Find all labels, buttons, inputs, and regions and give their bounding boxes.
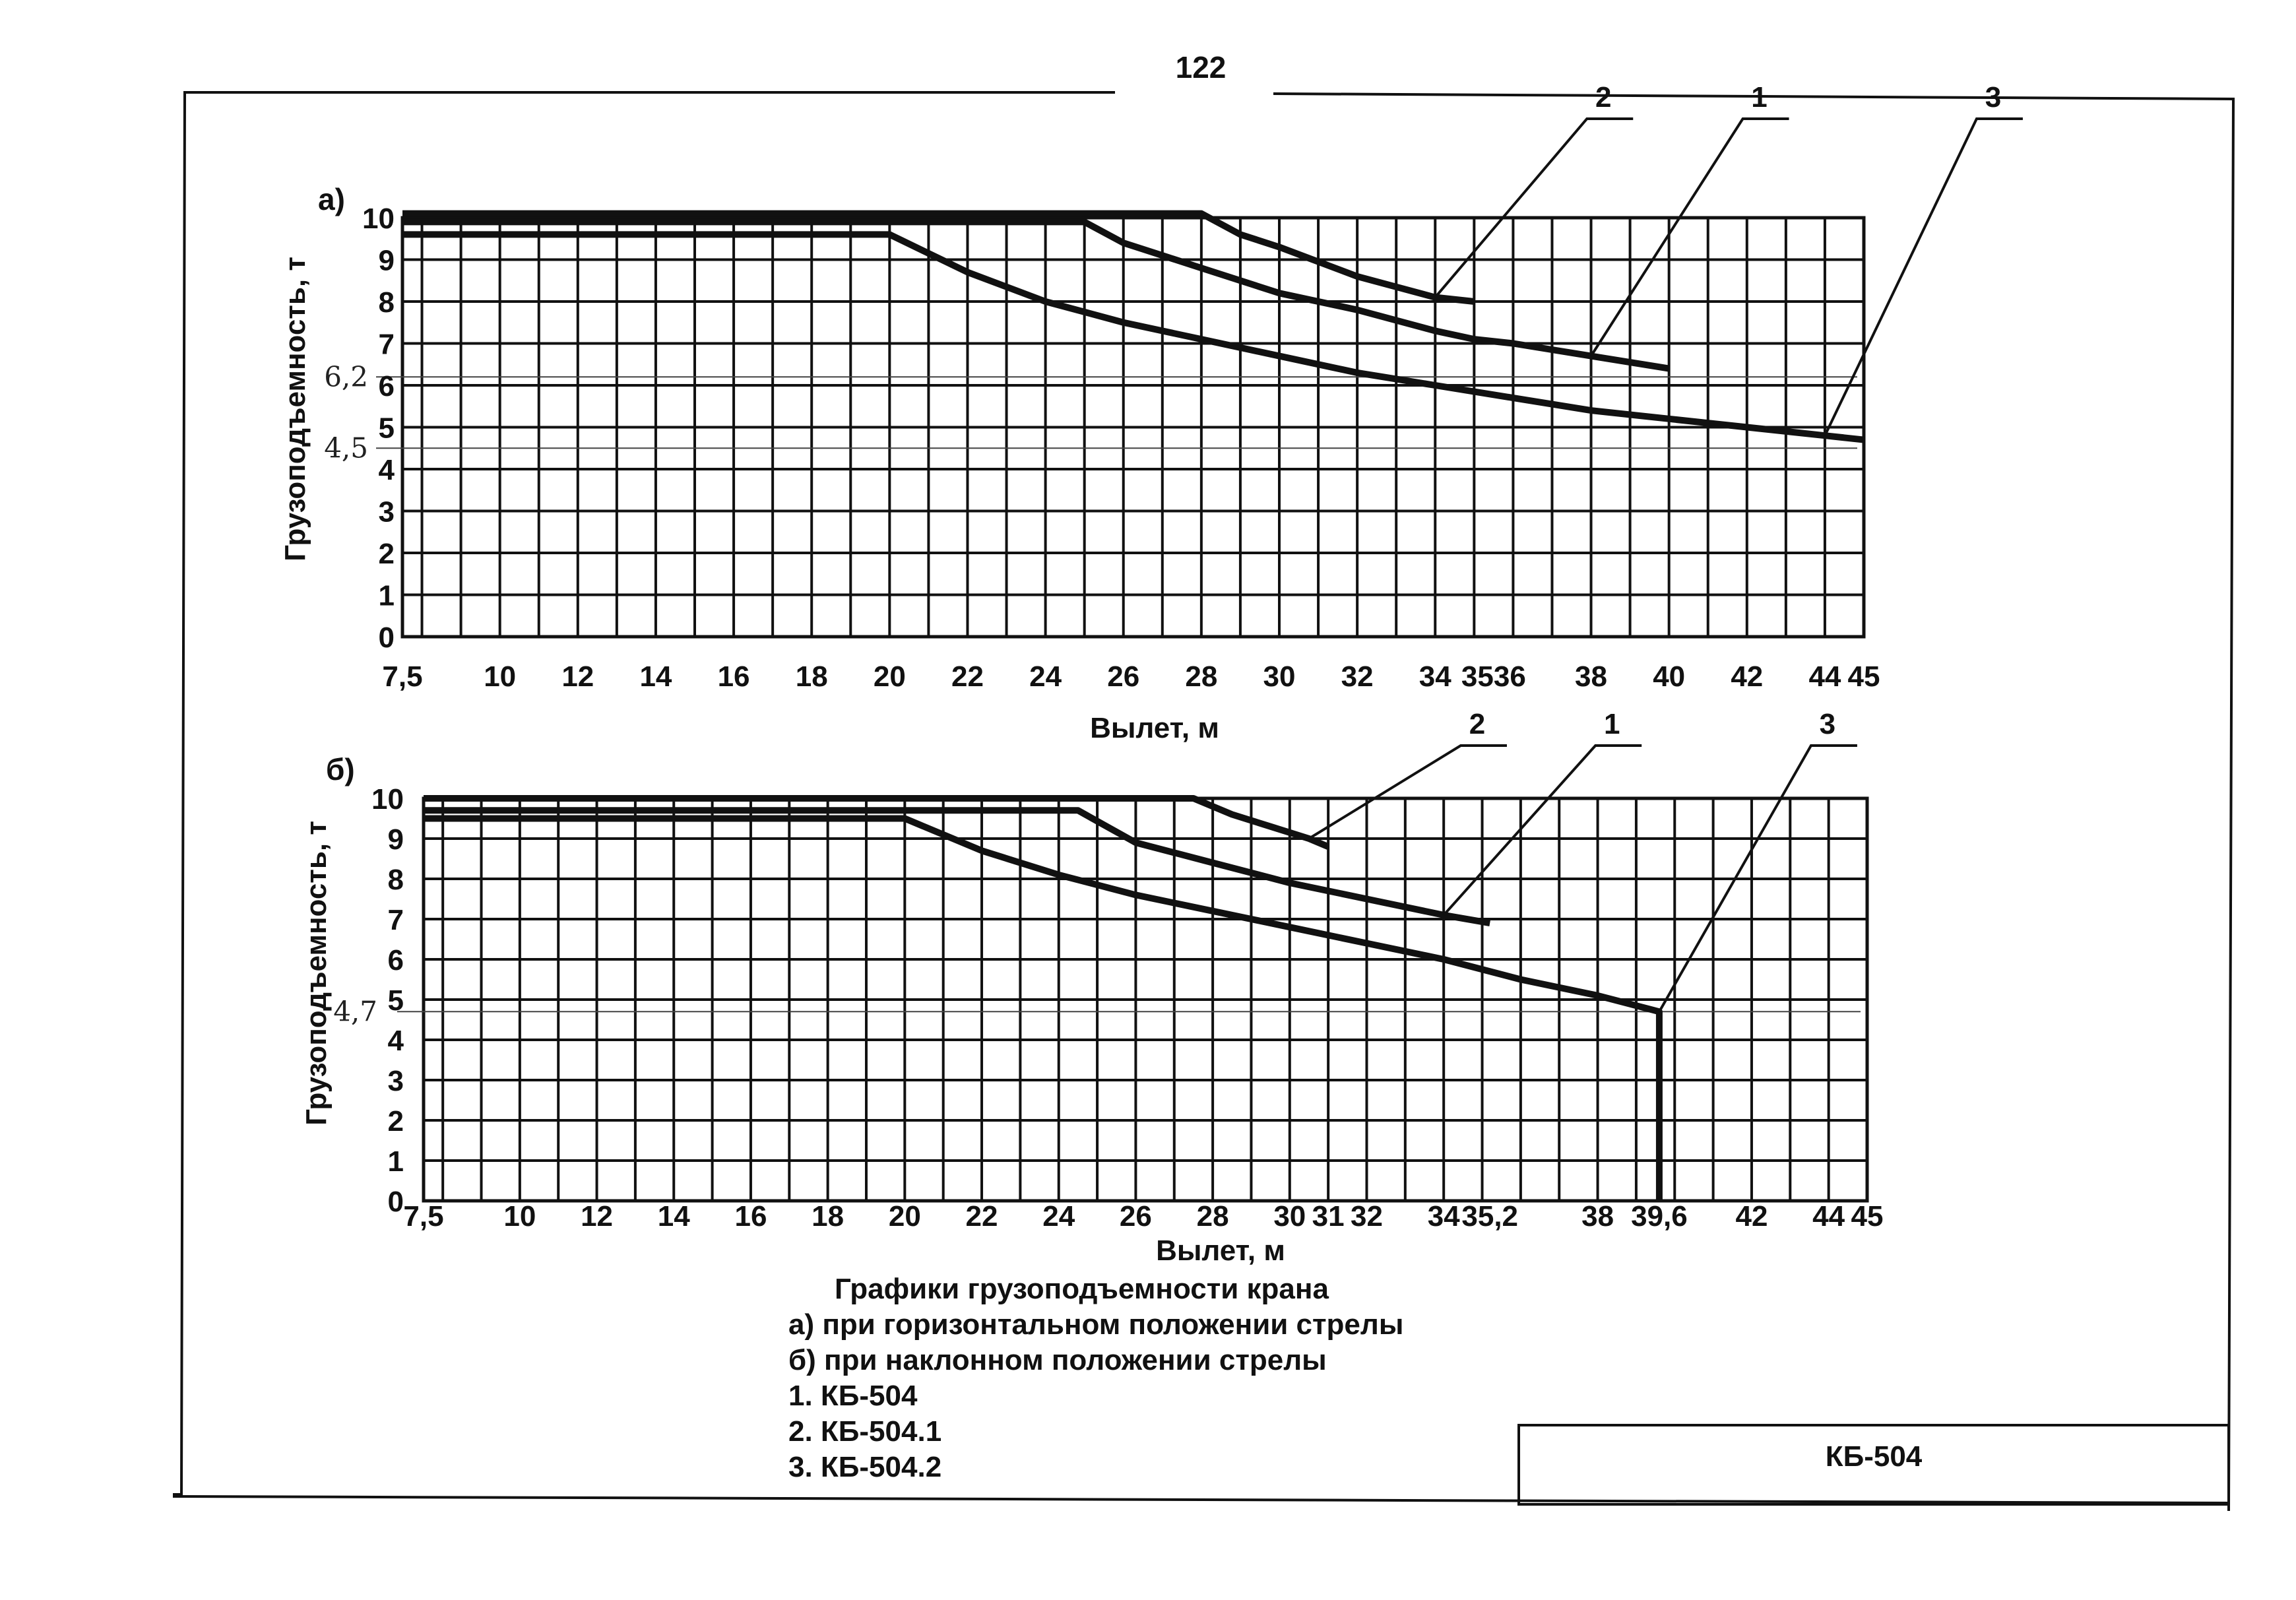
x-tick-label: 14 <box>657 1200 690 1232</box>
x-tick-label: 35,2 <box>1461 1200 1519 1232</box>
chart-a-y-axis-label: Грузоподъемность, т <box>279 257 311 561</box>
caption-line-2: 2. КБ-504.1 <box>788 1415 942 1448</box>
y-tick-label: 9 <box>378 244 395 277</box>
caption-line-3: 3. КБ-504.2 <box>788 1451 942 1483</box>
x-tick-label: 32 <box>1351 1200 1383 1232</box>
caption-line-b: б) при наклонном положении стрелы <box>788 1344 1327 1376</box>
series-line-1 <box>424 810 1490 923</box>
page-number: 122 <box>1175 50 1227 84</box>
y-tick-label: 4 <box>387 1025 404 1057</box>
series-label-1: 1 <box>1751 81 1768 113</box>
x-tick-label: 3536 <box>1461 660 1526 693</box>
y-tick-label: 6 <box>378 370 395 402</box>
chart-b-grid <box>397 798 1867 1201</box>
x-tick-label: 16 <box>734 1200 767 1232</box>
chart-a-x-axis-label: Вылет, м <box>1090 712 1219 744</box>
y-tick-label: 2 <box>387 1105 404 1137</box>
x-tick-label: 12 <box>561 660 594 693</box>
series-label-2: 2 <box>1469 708 1486 740</box>
x-tick-label: 14 <box>639 660 672 693</box>
chart-b-series <box>424 708 1857 1201</box>
x-tick-label: 34 <box>1419 660 1451 693</box>
series-label-2: 2 <box>1595 81 1612 113</box>
chart-a <box>324 81 2023 693</box>
x-tick-label: 18 <box>795 660 828 693</box>
x-tick-label: 30 <box>1273 1200 1306 1232</box>
x-tick-label: 12 <box>581 1200 614 1232</box>
chart-b-panel-label: б) <box>326 752 355 786</box>
series-line-3 <box>424 819 1659 1201</box>
x-tick-label: 45 <box>1851 1200 1884 1232</box>
y-tick-label: 3 <box>387 1065 404 1097</box>
y-tick-label: 7 <box>378 328 395 361</box>
x-tick-label: 44 <box>1808 660 1841 693</box>
chart-b-x-axis-label: Вылет, м <box>1156 1234 1285 1267</box>
y-tick-label: 10 <box>362 203 395 235</box>
chart-b <box>333 708 1883 1232</box>
series-label-1: 1 <box>1603 708 1620 740</box>
x-tick-label: 10 <box>484 660 517 693</box>
annotation-label: 4,7 <box>333 995 377 1028</box>
annotation-label: 6,2 <box>324 360 368 393</box>
series-leader-2 <box>1309 746 1507 839</box>
y-tick-label: 9 <box>387 823 404 856</box>
x-tick-label: 45 <box>1847 660 1880 693</box>
x-tick-label: 39,6 <box>1631 1200 1688 1232</box>
x-tick-label: 40 <box>1653 660 1686 693</box>
title-block <box>1519 1425 2229 1504</box>
x-tick-label: 28 <box>1196 1200 1229 1232</box>
y-tick-label: 1 <box>378 579 395 612</box>
y-tick-label: 5 <box>378 412 395 445</box>
title-block-label: КБ-504 <box>1825 1440 1923 1473</box>
caption-line-a: а) при горизонтальном положении стрелы <box>788 1308 1404 1341</box>
y-tick-label: 0 <box>387 1186 404 1218</box>
chart-a-panel-label: а) <box>318 182 345 216</box>
y-tick-label: 8 <box>387 864 404 896</box>
x-tick-label: 24 <box>1042 1200 1075 1232</box>
y-tick-label: 2 <box>378 538 395 570</box>
x-tick-label: 42 <box>1731 660 1764 693</box>
x-tick-label: 38 <box>1581 1200 1614 1232</box>
caption-title: Графики грузоподъемности крана <box>835 1273 1329 1305</box>
x-tick-label: 22 <box>965 1200 998 1232</box>
x-tick-label: 26 <box>1107 660 1140 693</box>
y-tick-label: 3 <box>378 496 395 528</box>
x-tick-label: 22 <box>951 660 984 693</box>
y-tick-label: 5 <box>387 984 404 1017</box>
x-tick-label: 31 <box>1312 1200 1345 1232</box>
x-tick-label: 42 <box>1735 1200 1768 1232</box>
x-tick-label: 32 <box>1341 660 1374 693</box>
y-tick-label: 8 <box>378 286 395 319</box>
caption <box>788 1273 1403 1483</box>
x-tick-label: 20 <box>888 1200 921 1232</box>
series-label-3: 3 <box>1819 708 1836 740</box>
x-tick-label: 30 <box>1263 660 1296 693</box>
x-tick-label: 7,5 <box>382 660 423 693</box>
series-leader-2 <box>1435 119 1633 298</box>
x-tick-label: 18 <box>812 1200 845 1232</box>
x-tick-label: 38 <box>1575 660 1608 693</box>
series-leader-1 <box>1591 119 1789 356</box>
x-tick-label: 28 <box>1185 660 1218 693</box>
x-tick-label: 16 <box>717 660 750 693</box>
chart-b-y-axis-label: Грузоподъемность, т <box>300 821 333 1126</box>
caption-line-1: 1. КБ-504 <box>788 1380 918 1412</box>
y-tick-label: 4 <box>378 454 395 486</box>
x-tick-label: 34 <box>1427 1200 1460 1232</box>
x-tick-label: 7,5 <box>403 1200 444 1232</box>
annotation-label: 4,5 <box>324 432 368 464</box>
y-tick-label: 1 <box>387 1145 404 1178</box>
series-label-3: 3 <box>1985 81 2002 113</box>
series-line-3 <box>402 234 1864 439</box>
series-leader-1 <box>1444 746 1642 915</box>
x-tick-label: 44 <box>1812 1200 1845 1232</box>
y-tick-label: 10 <box>371 783 404 816</box>
y-tick-label: 7 <box>387 904 404 936</box>
y-tick-label: 0 <box>378 622 395 654</box>
x-tick-label: 24 <box>1029 660 1062 693</box>
x-tick-label: 10 <box>503 1200 536 1232</box>
x-tick-label: 26 <box>1119 1200 1152 1232</box>
series-leader-3 <box>1825 119 2023 435</box>
y-tick-label: 6 <box>387 944 404 976</box>
x-tick-label: 20 <box>873 660 906 693</box>
